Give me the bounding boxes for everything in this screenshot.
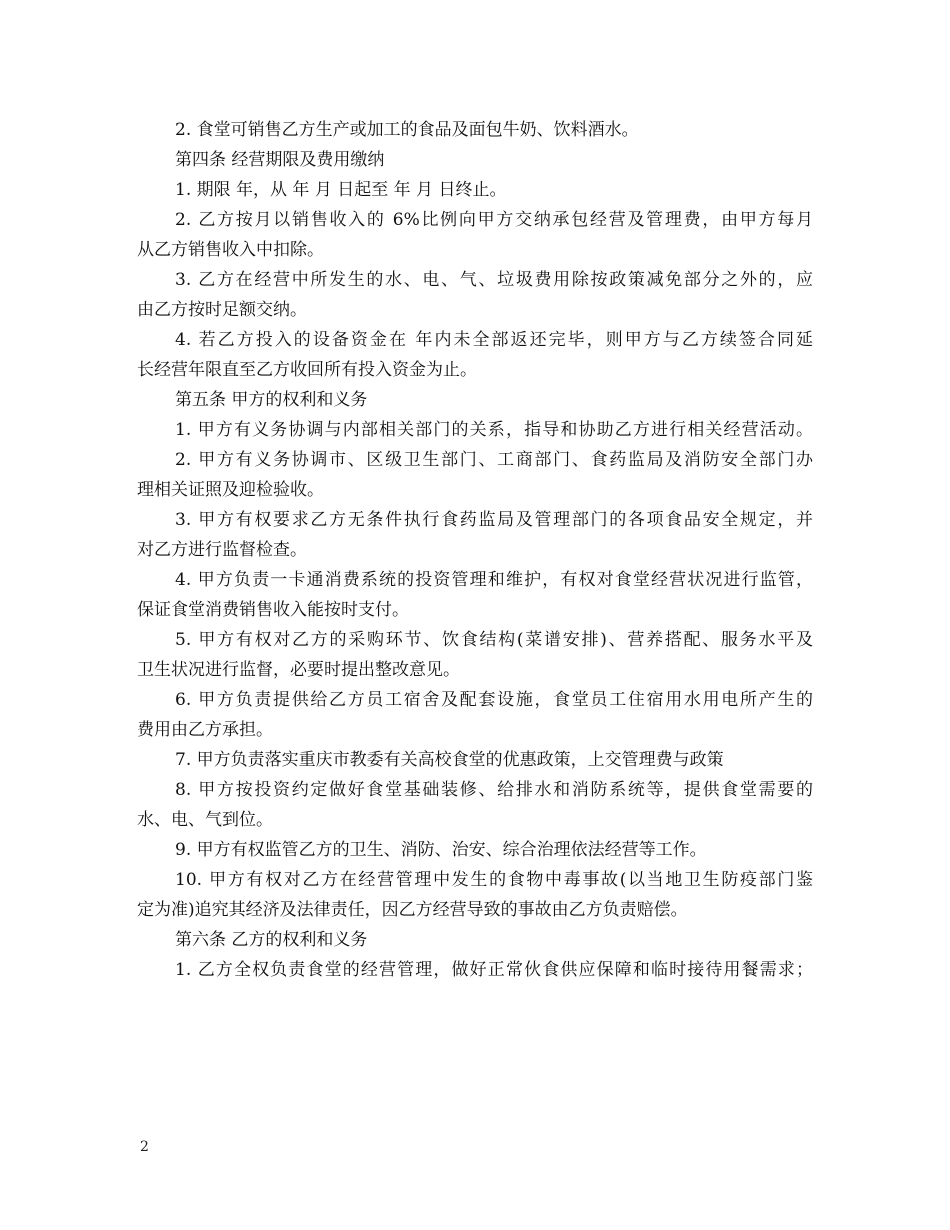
text-line: 从乙方销售收入中扣除。 [137, 240, 324, 260]
page-number: 2 [140, 1139, 149, 1155]
text-line: 由乙方按时足额交纳。 [137, 300, 307, 320]
text-line: 长经营年限直至乙方收回所有投入资金为止。 [137, 360, 477, 380]
text-line: 3. 乙方在经营中所发生的水、电、气、垃圾费用除按政策减免部分之外的，应 [175, 270, 813, 290]
text-line: 费用由乙方承担。 [137, 720, 273, 740]
text-line: 第六条 乙方的权利和义务 [175, 930, 368, 950]
text-line: 7. 甲方负责落实重庆市教委有关高校食堂的优惠政策，上交管理费与政策 [175, 750, 724, 770]
text-line: 9. 甲方有权监管乙方的卫生、消防、治安、综合治理依法经营等工作。 [175, 840, 707, 860]
text-line: 卫生状况进行监督，必要时提出整改意见。 [137, 660, 460, 680]
document-body [137, 115, 813, 985]
text-line: 1. 期限 年，从 年 月 日起至 年 月 日终止。 [175, 180, 507, 200]
text-line: 第五条 甲方的权利和义务 [175, 390, 368, 410]
text-line: 2. 甲方有义务协调市、区级卫生部门、工商部门、食药监局及消防安全部门办 [175, 450, 813, 470]
text-line: 10. 甲方有权对乙方在经营管理中发生的食物中毒事故(以当地卫生防疫部门鉴 [175, 870, 813, 890]
text-line: 8. 甲方按投资约定做好食堂基础装修、给排水和消防系统等，提供食堂需要的 [175, 780, 813, 800]
text-line: 2. 乙方按月以销售收入的 6%比例向甲方交纳承包经营及管理费，由甲方每月 [175, 210, 813, 230]
text-line: 2. 食堂可销售乙方生产或加工的食品及面包牛奶、饮料酒水。 [175, 120, 639, 140]
text-line: 4. 甲方负责一卡通消费系统的投资管理和维护，有权对食堂经营状况进行监管， [175, 570, 813, 590]
text-line: 1. 甲方有义务协调与内部相关部门的关系，指导和协助乙方进行相关经营活动。 [175, 420, 813, 440]
text-line: 6. 甲方负责提供给乙方员工宿舍及配套设施，食堂员工住宿用水用电所产生的 [175, 690, 813, 710]
text-line: 定为准)追究其经济及法律责任，因乙方经营导致的事故由乙方负责赔偿。 [137, 900, 688, 920]
text-line: 4. 若乙方投入的设备资金在 年内未全部返还完毕，则甲方与乙方续签合同延 [175, 330, 813, 350]
text-line: 第四条 经营期限及费用缴纳 [175, 150, 385, 170]
text-line: 水、电、气到位。 [137, 810, 273, 830]
text-line: 理相关证照及迎检验收。 [137, 480, 324, 500]
text-line: 5. 甲方有权对乙方的采购环节、饮食结构(菜谱安排)、营养搭配、服务水平及 [175, 630, 813, 650]
text-line: 保证食堂消费销售收入能按时支付。 [137, 600, 409, 620]
text-line: 3. 甲方有权要求乙方无条件执行食药监局及管理部门的各项食品安全规定，并 [175, 510, 813, 530]
text-line: 对乙方进行监督检查。 [137, 540, 307, 560]
text-line: 1. 乙方全权负责食堂的经营管理，做好正常伙食供应保障和临时接待用餐需求； [175, 960, 813, 980]
